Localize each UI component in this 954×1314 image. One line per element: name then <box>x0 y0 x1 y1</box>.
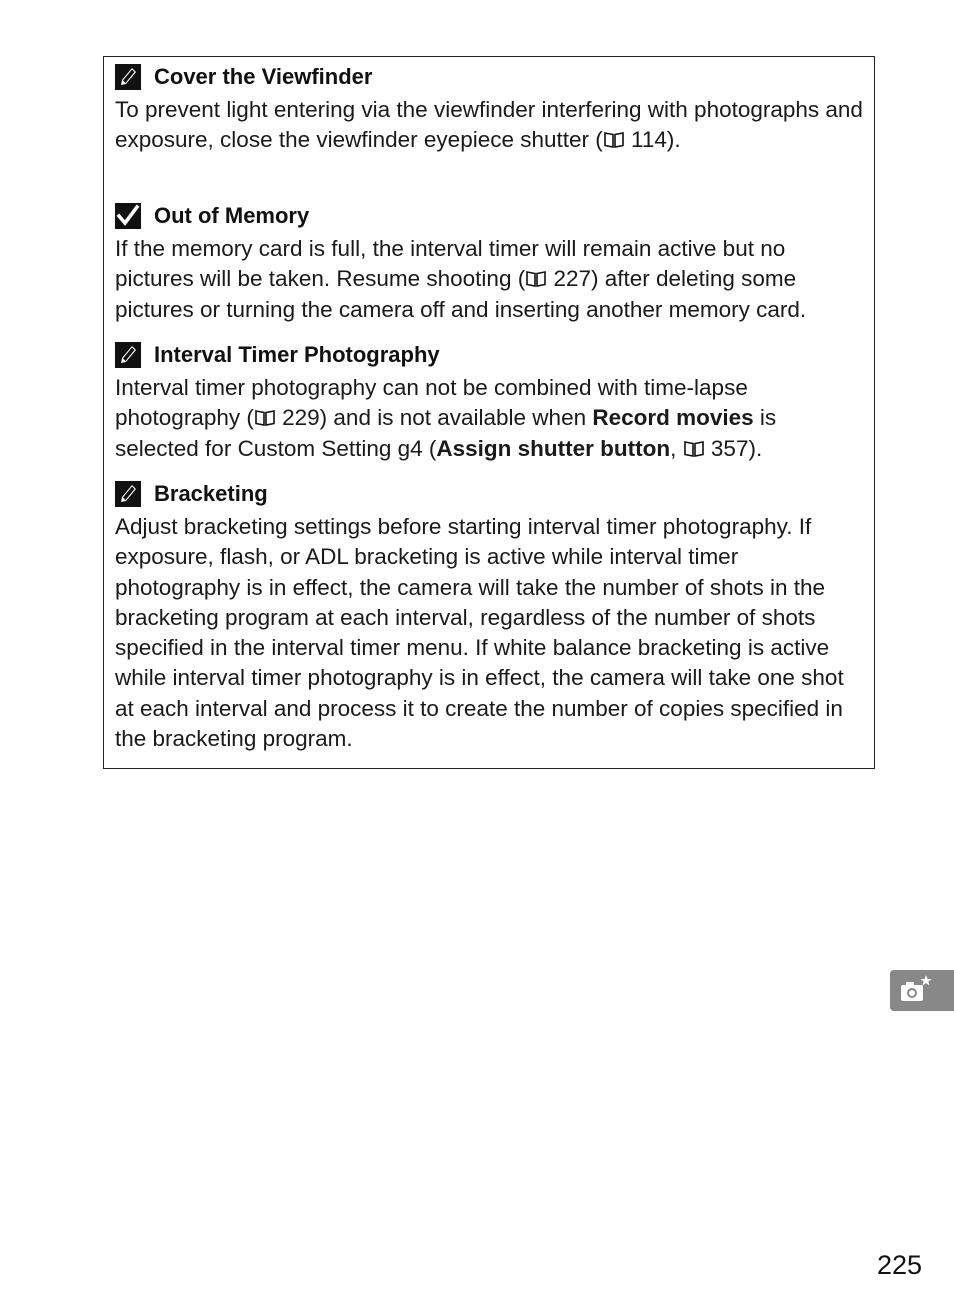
page-reference: 114 <box>631 127 667 153</box>
note-text: Interval timer photography can not be combined with time-lapse photography ( <box>115 375 748 431</box>
menu-item-name: Assign shutter button <box>436 435 671 461</box>
page-reference: 229 <box>282 405 320 431</box>
book-reference-icon <box>603 131 625 149</box>
note-text: is selected for Custom Setting g4 ( <box>115 405 777 461</box>
note-body <box>115 234 865 325</box>
note-text: , <box>670 435 683 461</box>
note-text: If the memory card is full, the interval timer will remain active but no pictures will be taken. Resume shooting ( <box>115 236 786 292</box>
page-reference: 357 <box>710 435 749 461</box>
note-body <box>115 95 865 156</box>
note-bracketing <box>115 479 865 754</box>
note-title <box>115 479 865 509</box>
note-text: ) and is not available when <box>319 405 593 431</box>
page-number: 225 <box>876 1250 922 1280</box>
note-body <box>115 512 865 754</box>
menu-item-name: Record movies <box>592 405 754 431</box>
note-out-of-memory <box>115 201 865 325</box>
book-reference-icon <box>525 270 547 288</box>
note-title <box>115 201 865 231</box>
note-title-text: Bracketing <box>154 481 268 506</box>
note-title-text: Out of Memory <box>154 203 310 228</box>
note-interval-timer-photography <box>115 340 865 464</box>
note-text: ). <box>666 127 681 153</box>
pencil-icon <box>115 342 141 368</box>
note-title-text: Cover the Viewfinder <box>154 64 373 89</box>
note-title-text: Interval Timer Photography <box>154 342 440 367</box>
note-text: Adjust bracketing settings before starting interval timer photography. If exposure, flash, or ADL bracketing is active while interval timer photography is in effect, the camera will take the number of shots in the bracketing program at each interval, regardless of the number of shots specified in the interval timer menu. If white balance bracketing is active while interval timer photography is in effect, the camera will take one shot at each interval and process it to create the number of copies specified in the bracketing program. <box>115 514 844 752</box>
shooting-menu-camera-icon <box>898 974 932 1006</box>
pencil-icon <box>115 64 141 90</box>
note-text: To prevent light entering via the viewfinder interfering with photographs and exposure, close the viewfinder eyepiece shutter ( <box>115 97 863 153</box>
note-text: ). <box>748 435 763 461</box>
note-title <box>115 340 865 370</box>
pencil-icon <box>115 481 141 507</box>
notes-box <box>103 56 875 769</box>
page-reference: 227 <box>553 266 592 292</box>
section-tab <box>890 970 954 1011</box>
note-title <box>115 62 865 92</box>
note-cover-viewfinder <box>115 62 865 156</box>
note-text: ) after deleting some pictures or turning the camera off and inserting another memory card. <box>115 266 807 322</box>
book-reference-icon <box>683 440 705 458</box>
check-icon <box>115 203 141 229</box>
note-body <box>115 373 865 464</box>
book-reference-icon <box>254 409 276 427</box>
